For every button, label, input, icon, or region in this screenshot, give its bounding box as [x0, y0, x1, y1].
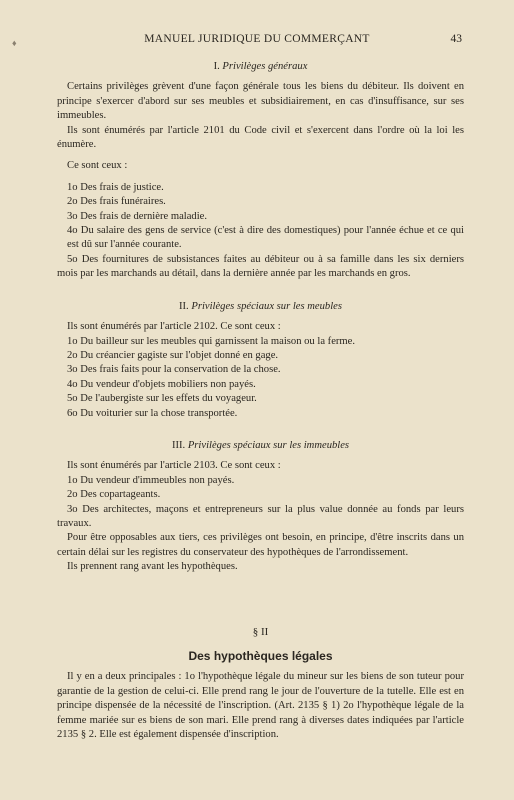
- list-item: 1o Du vendeur d'immeubles non payés.: [67, 474, 235, 486]
- section-title-movable-privileges: [57, 300, 464, 314]
- list-item: 5o Des fournitures de subsistances faites au débiteur ou à sa famille dans les six derniers mois par les marchands au détail, dans la dernière année par les marchands en gros.: [57, 253, 464, 280]
- paragraph: Certains privilèges grèvent d'une façon générale tous les biens du débiteur. Ils doivent en principe s'exercer d'abord sur ses meubles et subsidiairement, en cas d'insuffisance, sur ses immeubles.: [57, 81, 464, 122]
- running-title: MANUEL JURIDIQUE DU COMMERÇANT: [144, 33, 370, 45]
- list-item: 4o Du salaire des gens de service (c'est à dire des domestiques) pour l'année échue et ce qui est dû sur l'année courante.: [67, 225, 464, 251]
- section-number: II.: [178, 300, 189, 312]
- list-intro: Ils sont énumérés par l'article 2103. Ce sont ceux :: [67, 460, 281, 472]
- page-body: [57, 60, 464, 742]
- chapter-title: Des hypothèques légales: [188, 649, 333, 663]
- list-item: 1o Du bailleur sur les meubles qui garnissent la maison ou la ferme.: [67, 335, 356, 347]
- section-title-general-privileges: [57, 60, 464, 74]
- section-number: I.: [213, 61, 220, 72]
- list-intro: Ils sont énumérés par l'article 2102. Ce sont ceux :: [67, 321, 281, 333]
- list-item: 3o Des frais de dernière maladie.: [67, 210, 208, 222]
- list-item: 4o Du vendeur d'objets mobiliers non payés.: [67, 378, 256, 390]
- paragraph: Il y en a deux principales : 1o l'hypothèque légale du mineur sur les biens de son tuteur pour garantie de la gestion de celui-ci. Elle prend rang le jour de l'ouverture de la tutelle. Elle est en principe dispensée de la nécessité de l'inscription. (Art. 2135 § 1) 2o l'hypothèque légale de la femme mariée sur es biens de son mari. Elle prend rang à diverses dates indiquées par l'article 2135 § 2. Elle est également dispensée d'inscription.: [57, 671, 464, 741]
- list-intro: Ce sont ceux :: [67, 160, 128, 172]
- list-item: 2o Du créancier gagiste sur l'objet donné en gage.: [67, 349, 279, 361]
- list-item: 3o Des architectes, maçons et entrepreneurs sur la plus value donnée au fonds par leurs travaux.: [57, 503, 464, 529]
- paragraph: Pour être opposables aux tiers, ces privilèges ont besoin, en principe, d'être inscrits dans un certain délai sur les registres du conservateur des hypothèques de l'arrondissement.: [57, 532, 464, 558]
- section-title-text: Privilèges spéciaux sur les meubles: [191, 300, 342, 312]
- page-header: [0, 33, 514, 49]
- paragraph: Ils sont énumérés par l'article 2101 du Code civil et s'exercent dans l'ordre où la loi les énumère.: [57, 124, 464, 151]
- section-number: III.: [171, 439, 186, 451]
- section-title-text: Privilèges généraux: [222, 61, 308, 72]
- list-item: 3o Des frais faits pour la conservation de la chose.: [67, 364, 281, 376]
- margin-mark: ♦: [12, 38, 17, 48]
- list-item: 2o Des frais funéraires.: [67, 196, 166, 208]
- list-item: 6o Du voiturier sur la chose transportée.: [67, 407, 238, 419]
- paragraph: Ils prennent rang avant les hypothèques.: [67, 561, 238, 573]
- section-title-real-estate-privileges: [57, 439, 464, 453]
- list-item: 5o De l'aubergiste sur les effets du voyageur.: [67, 393, 257, 405]
- section-title-text: Privilèges spéciaux sur les immeubles: [187, 439, 350, 451]
- chapter-mark: § II: [252, 625, 269, 638]
- list-item: 2o Des copartageants.: [67, 489, 161, 501]
- list-item: 1o Des frais de justice.: [67, 181, 164, 193]
- page-number: 43: [450, 33, 462, 45]
